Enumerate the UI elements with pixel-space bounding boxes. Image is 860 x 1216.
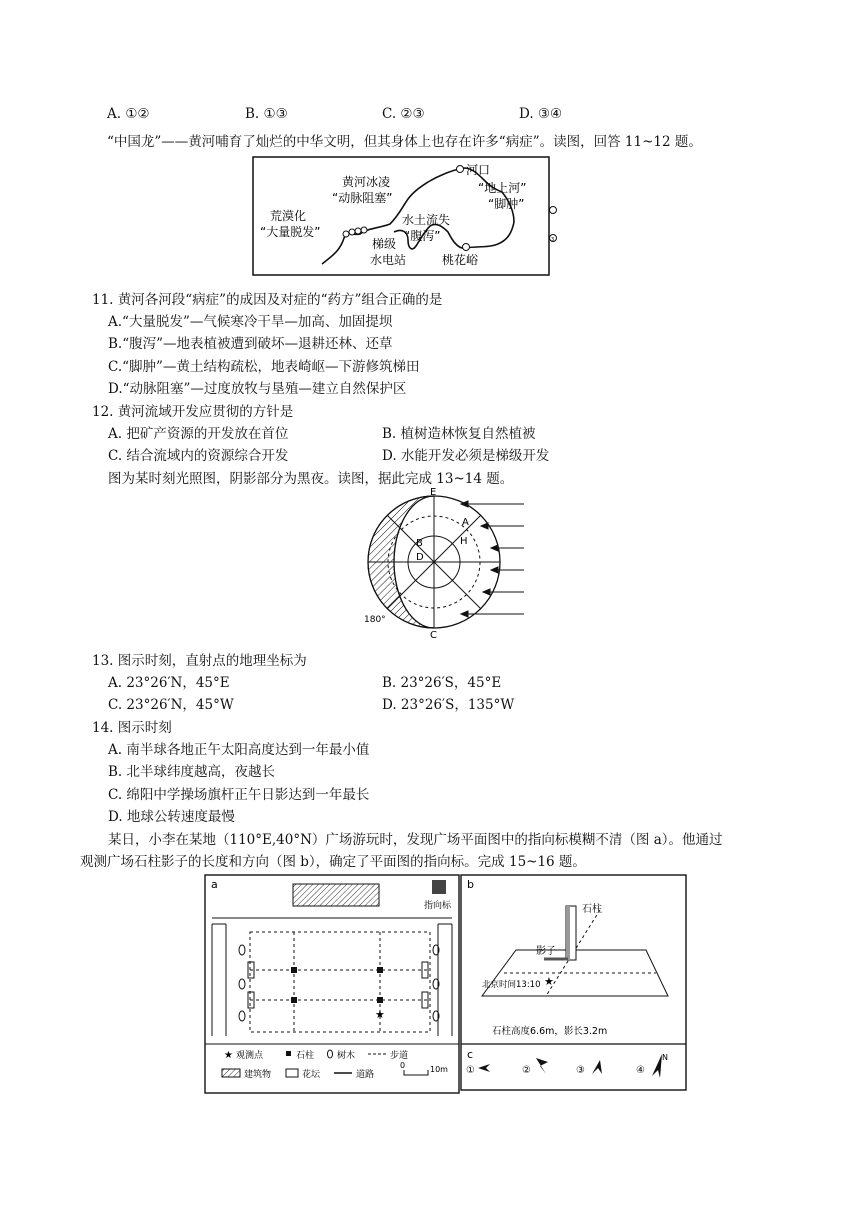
globe-label-a: A [462, 517, 469, 528]
q12-option-b: B. 植树造林恢复自然植被 [382, 426, 536, 442]
q10-option-c: C. ②③ [382, 106, 425, 122]
fig-c-label: c [467, 1048, 474, 1061]
fig-b-time: 北京时间13:10 [482, 980, 541, 990]
fig-c-opt2: ② [522, 1065, 531, 1076]
map1-label-desert: 荒漠化 [270, 209, 307, 223]
compass-placeholder-icon [432, 880, 446, 894]
map1-label-above: “地上河” [478, 181, 527, 195]
figure-b-c [460, 874, 688, 1092]
intro-11-12: “中国龙”——黄河哺育了灿烂的中华文明，但其身体上也存在许多“病症”。读图，回答 11~12 题。 [107, 134, 702, 150]
fig-a-compass-label: 指向标 [424, 901, 452, 911]
map1-label-ladder: 梯级 [372, 237, 397, 251]
compass-opt4-icon [652, 1054, 662, 1078]
q11-option-b: B.“腹泻”—地表植被遭到破坏—退耕还林、还草 [108, 336, 393, 352]
q10-option-a: A. ①② [107, 106, 150, 122]
compass-opt3-icon [592, 1060, 602, 1074]
globe-label-b: B [416, 538, 423, 549]
fig-c-n: N [662, 1053, 668, 1062]
q14-option-d: D. 地球公转速度最慢 [108, 809, 235, 825]
figure-a-plaza [204, 874, 460, 1094]
globe-label-d: D [416, 552, 424, 563]
fig-b-caption: 石柱高度6.6m，影长3.2m [492, 1026, 608, 1037]
legend-flower: 花坛 [302, 1070, 321, 1080]
q13-option-c: C. 23°26′N，45°W [108, 697, 234, 713]
fig-b-pillar: 石柱 [582, 904, 602, 915]
fig-c-opt3: ③ [576, 1065, 585, 1076]
legend-tree: 树木 [337, 1051, 356, 1061]
fig-c-opt1: ① [466, 1065, 475, 1076]
map1-label-swell: “脚肿” [488, 197, 525, 211]
legend-scale0: 0 [400, 1061, 406, 1070]
q10-option-d: D. ③④ [519, 106, 563, 122]
fig-a-label: a [211, 878, 218, 891]
fig-b-label: b [467, 878, 474, 891]
globe-label-180: 180° [364, 615, 386, 625]
legend-path: 步道 [390, 1051, 409, 1061]
observation-point-icon: ★ [375, 1008, 385, 1021]
q14-option-c: C. 绵阳中学操场旗杆正午日影达到一年最长 [108, 787, 370, 803]
q12-option-c: C. 结合流域内的资源综合开发 [108, 448, 289, 464]
globe-label-e: E [430, 488, 437, 498]
q13-option-b: B. 23°26′S，45°E [382, 675, 502, 691]
legend-scale: 10m [430, 1065, 448, 1074]
q13-stem: 13. 图示时刻，直射点的地理坐标为 [92, 653, 307, 669]
intro-15-16-line2: 观测广场石柱影子的长度和方向（图 b），确定了平面图的指向标。完成 15~16 题。 [80, 854, 586, 870]
q13-option-a: A. 23°26′N，45°E [108, 675, 230, 691]
q14-option-a: A. 南半球各地正午太阳高度达到一年最小值 [108, 742, 370, 758]
intro-13-14: 图为某时刻光照图，阴影部分为黑夜。读图，据此完成 13~14 题。 [108, 471, 514, 487]
globe-label-h: H [460, 536, 468, 547]
fig-b-shadow: 影子 [536, 946, 556, 957]
q11-option-d: D.“动脉阻塞”—过度放牧与垦殖—建立自然保护区 [108, 381, 407, 397]
q14-stem: 14. 图示时刻 [92, 720, 172, 736]
map1-label-ice2: “动脉阻塞” [332, 191, 393, 205]
q11-stem: 11. 黄河各河段“病症”的成因及对症的“药方”组合正确的是 [92, 292, 443, 308]
map1-label-taohua: 桃花峪 [442, 253, 479, 267]
map1-label-ice: 黄河冰凌 [342, 175, 391, 189]
intro-15-16-line1: 某日，小李在某地（110°E,40°N）广场游玩时，发现广场平面图中的指向标模糊不清（图 a）。他通过 [108, 832, 723, 848]
boundary-point-icon [550, 207, 557, 214]
q11-option-c: C.“脚肿”—黄土结构疏松，地表崎岖—下游修筑梯田 [108, 359, 420, 375]
q12-option-d: D. 水能开发必须是梯级开发 [382, 448, 550, 464]
yellow-river-map [252, 156, 642, 276]
q14-option-b: B. 北半球纬度越高，夜越长 [108, 764, 276, 780]
svg-text:3: 3 [551, 237, 555, 243]
q11-option-a: A.“大量脱发”—气候寒冷干旱—加高、加固提坝 [108, 314, 393, 330]
legend-obs: 观测点 [236, 1051, 264, 1061]
q13-option-d: D. 23°26′S，135°W [382, 697, 515, 713]
map1-label-hekou: 河口 [466, 163, 491, 177]
map1-label-hairloss: “大量脱发” [260, 225, 321, 239]
globe-label-c: C [430, 630, 437, 638]
q10-option-b: B. ①③ [245, 106, 288, 122]
q12-option-a: A. 把矿产资源的开发放在首位 [108, 426, 289, 442]
compass-opt2-icon [536, 1058, 548, 1074]
svg-text:★: ★ [224, 1050, 233, 1061]
fig-c-opt4: ④ [636, 1065, 645, 1076]
legend-pillar: 石柱 [296, 1051, 315, 1061]
observation-star-icon: ★ [544, 975, 554, 988]
compass-opt1-icon [478, 1064, 490, 1072]
map1-label-erosion: 水土流失 [402, 213, 451, 227]
legend-building: 建筑物 [244, 1070, 272, 1080]
illumination-globe [358, 488, 528, 638]
legend-road: 道路 [356, 1070, 375, 1080]
map1-label-diarrhea: “腹泻” [404, 229, 441, 243]
q12-stem: 12. 黄河流域开发应贯彻的方针是 [92, 404, 294, 420]
map1-label-ladder2: 水电站 [370, 253, 407, 267]
